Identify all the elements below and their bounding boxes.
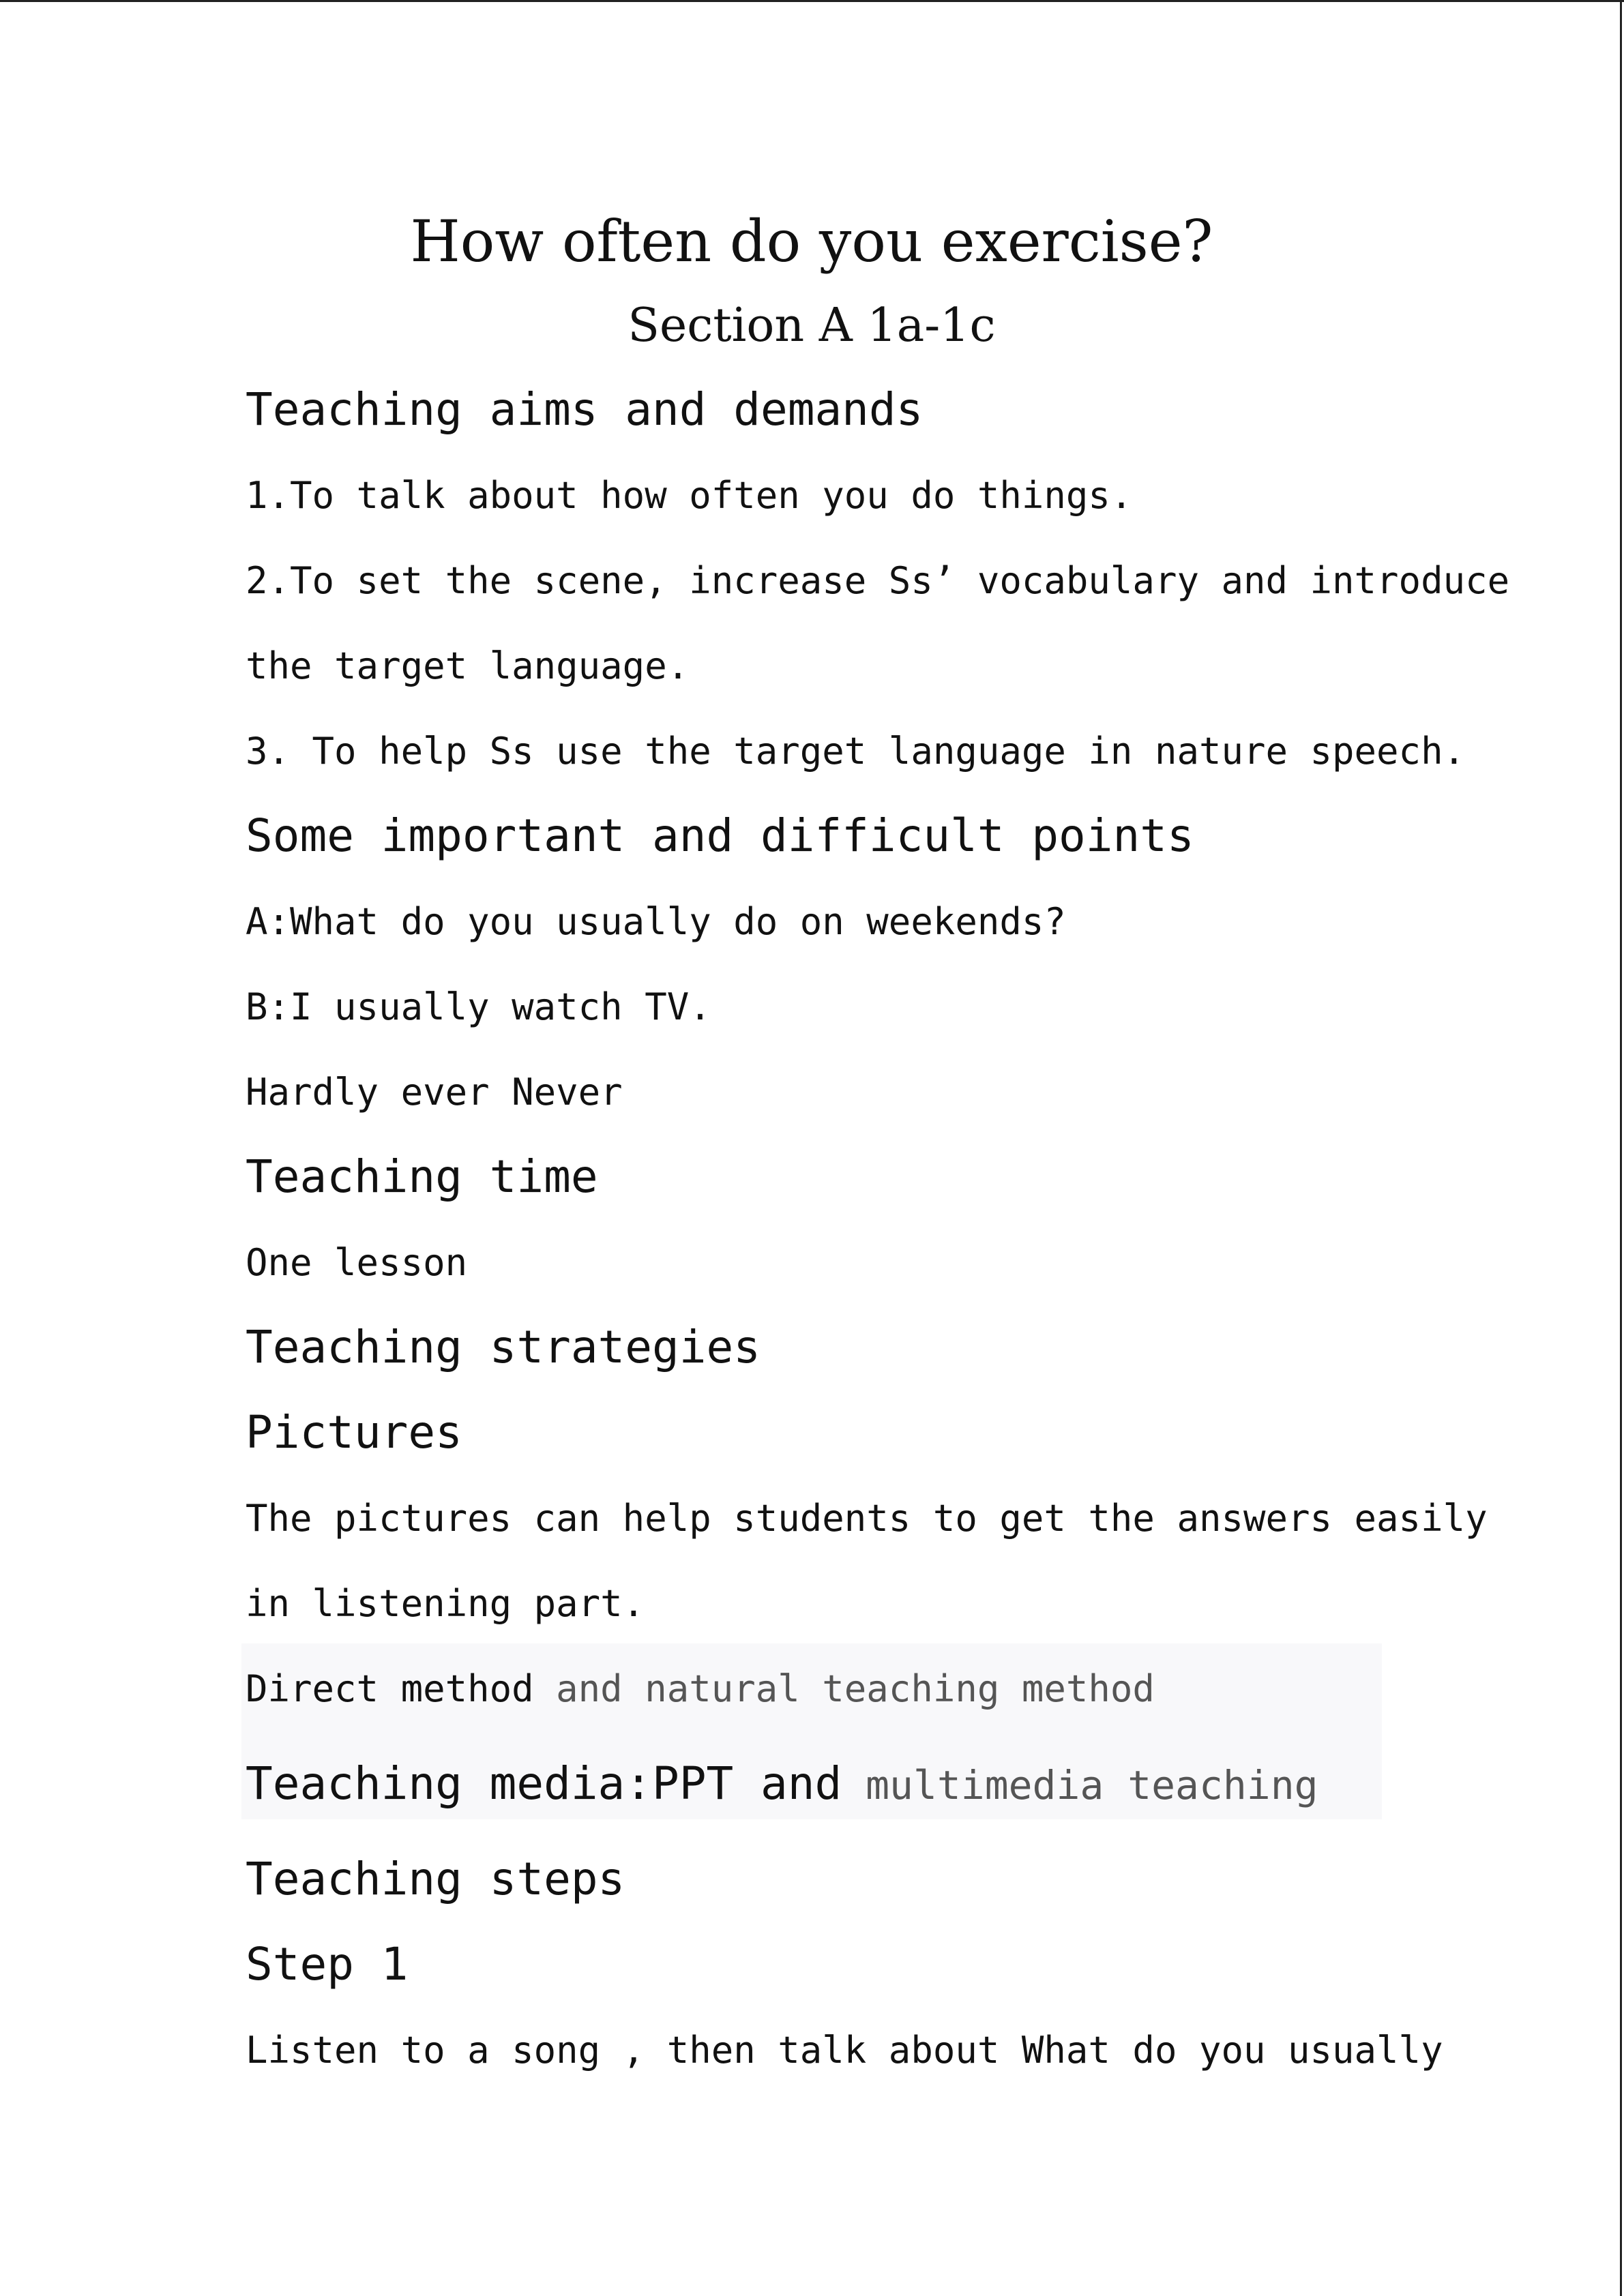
document-subtitle: Section A 1a-1c — [628, 299, 996, 353]
media-rest: multimedia teaching — [842, 1762, 1318, 1808]
time-value: One lesson — [246, 1241, 468, 1284]
strategies-heading: Teaching strategies — [246, 1321, 761, 1373]
point-item-2: B:I usually watch TV. — [246, 985, 711, 1028]
step1-text: Listen to a song , then talk about What do you usually — [246, 2029, 1443, 2072]
pictures-text-line-1: The pictures can help students to get the answers easily — [246, 1497, 1488, 1540]
document-title: How often do you exercise? — [410, 208, 1213, 275]
pictures-heading: Pictures — [246, 1406, 462, 1459]
media-line — [246, 1757, 1318, 1810]
aims-heading: Teaching aims and demands — [246, 383, 924, 436]
page-border-right — [1620, 0, 1622, 2296]
points-heading: Some important and difficult points — [246, 809, 1194, 862]
page-border-top — [0, 0, 1624, 2]
point-item-1: A:What do you usually do on weekends? — [246, 900, 1066, 943]
steps-heading: Teaching steps — [246, 1853, 625, 1905]
method-line — [246, 1667, 1155, 1710]
method-lead: Direct method — [246, 1667, 534, 1710]
method-rest: and natural teaching method — [533, 1667, 1155, 1710]
pictures-text-line-2: in listening part. — [246, 1582, 645, 1625]
aim-item-1: 1.To talk about how often you do things. — [246, 474, 1133, 517]
aim-item-2: 2.To set the scene, increase Ss’ vocabulary and introduce — [246, 559, 1510, 602]
aim-item-2-continued: the target language. — [246, 644, 690, 687]
step1-heading: Step 1 — [246, 1938, 409, 1991]
aim-item-3: 3. To help Ss use the target language in nature speech. — [246, 730, 1466, 773]
time-heading: Teaching time — [246, 1150, 598, 1203]
media-lead: Teaching media:PPT and — [246, 1757, 842, 1810]
point-item-3: Hardly ever Never — [246, 1071, 623, 1114]
